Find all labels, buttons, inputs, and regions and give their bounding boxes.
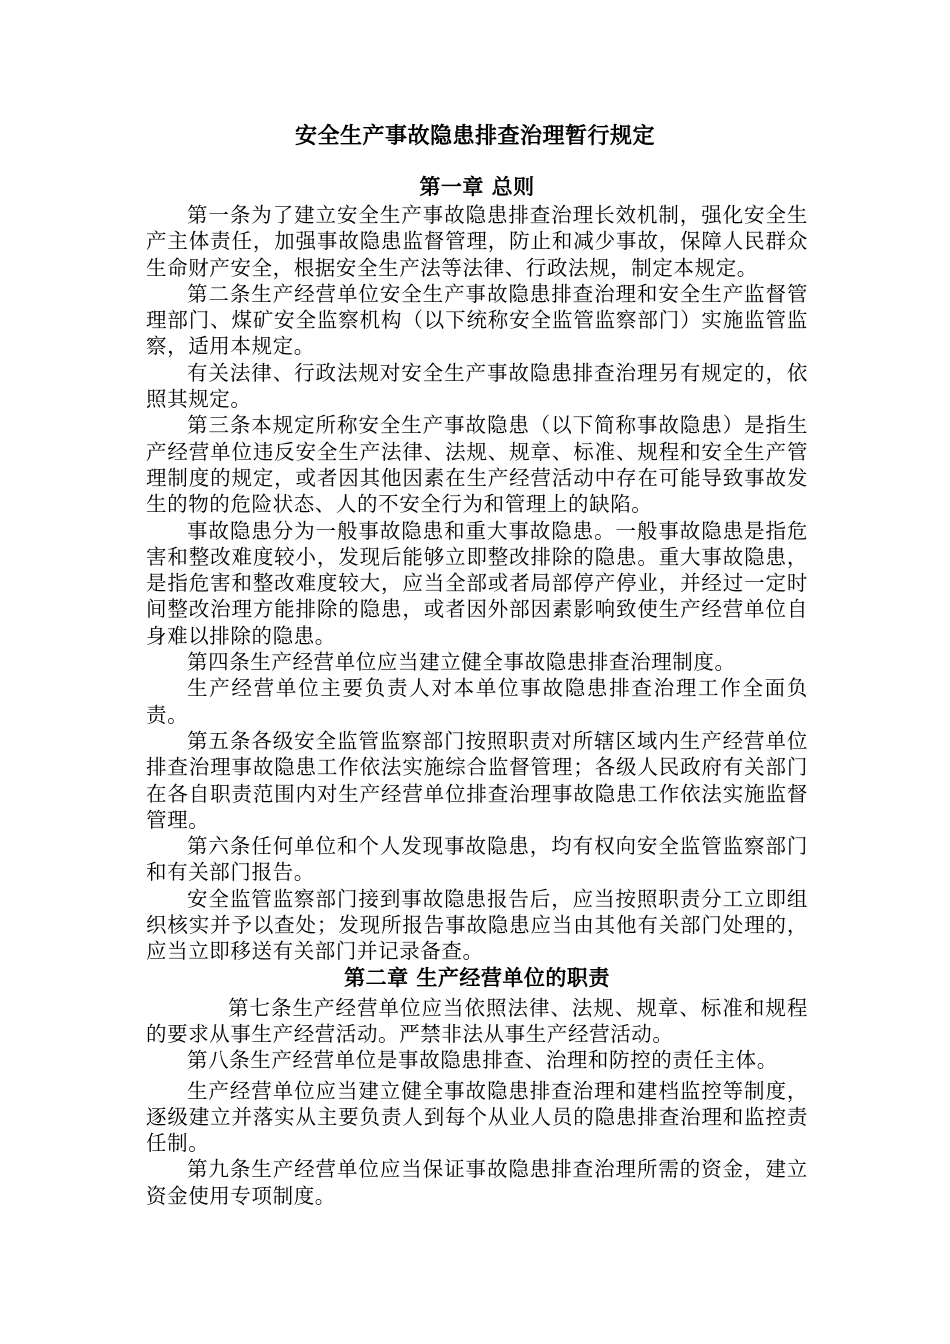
paragraph-article-1: 第一条为了建立安全生产事故隐患排查治理长效机制，强化安全生产主体责任，加强事故隐患监督管理，防止和减少事故，保障人民群众生命财产安全，根据安全生产法等法律、行政法规，制定本规定。 <box>146 203 808 280</box>
chapter-2-heading: 第二章 生产经营单位的职责 <box>344 965 610 990</box>
document-title: 安全生产事故隐患排查治理暂行规定 <box>294 124 655 149</box>
paragraph-article-3: 第三条本规定所称安全生产事故隐患（以下简称事故隐患）是指生产经营单位违反安全生产法律、法规、规章、标准、规程和安全生产管理制度的规定，或者因其他因素在生产经营活动中存在可能导致事故发生的物的危险状态、人的不安全行为和管理上的缺陷。 <box>146 413 808 517</box>
paragraph-article-7: 第七条生产经营单位应当依照法律、法规、规章、标准和规程的要求从事生产经营活动。严禁非法从事生产经营活动。 <box>146 995 808 1046</box>
paragraph-article-3-classification: 事故隐患分为一般事故隐患和重大事故隐患。一般事故隐患是指危害和整改难度较小，发现后能够立即整改排除的隐患。重大事故隐患，是指危害和整改难度较大，应当全部或者局部停产停业，并经过一定时间整改治理方能排除的隐患，或者因外部因素影响致使生产经营单位自身难以排除的隐患。 <box>146 518 808 648</box>
paragraph-article-6-handling: 安全监管监察部门接到事故隐患报告后，应当按照职责分工立即组织核实并予以查处；发现所报告事故隐患应当由其他有关部门处理的，应当立即移送有关部门并记录备查。 <box>146 886 808 964</box>
paragraph-article-4: 第四条生产经营单位应当建立健全事故隐患排查治理制度。 <box>187 650 736 675</box>
chapter-1-heading: 第一章 总则 <box>419 175 535 199</box>
paragraph-article-6: 第六条任何单位和个人发现事故隐患，均有权向安全监管监察部门和有关部门报告。 <box>146 834 808 885</box>
paragraph-article-8-system: 生产经营单位应当建立健全事故隐患排查治理和建档监控等制度，逐级建立并落实从主要负责人到每个从业人员的隐患排查治理和监控责任制。 <box>146 1078 808 1156</box>
paragraph-article-9: 第九条生产经营单位应当保证事故隐患排查治理所需的资金，建立资金使用专项制度。 <box>146 1157 808 1208</box>
paragraph-article-5: 第五条各级安全监管监察部门按照职责对所辖区域内生产经营单位排查治理事故隐患工作依法实施综合监督管理；各级人民政府有关部门在各自职责范围内对生产经营单位排查治理事故隐患工作依法实施监督管理。 <box>146 728 808 832</box>
paragraph-article-2: 第二条生产经营单位安全生产事故隐患排查治理和安全生产监督管理部门、煤矿安全监察机构（以下统称安全监管监察部门）实施监管监察，适用本规定。 <box>146 281 808 359</box>
paragraph-article-4-responsibility: 生产经营单位主要负责人对本单位事故隐患排查治理工作全面负责。 <box>146 676 808 727</box>
document-body <box>146 174 808 1209</box>
paragraph-article-8: 第八条生产经营单位是事故隐患排查、治理和防控的责任主体。 <box>187 1048 778 1073</box>
paragraph-article-2-note: 有关法律、行政法规对安全生产事故隐患排查治理另有规定的，依照其规定。 <box>146 360 808 412</box>
